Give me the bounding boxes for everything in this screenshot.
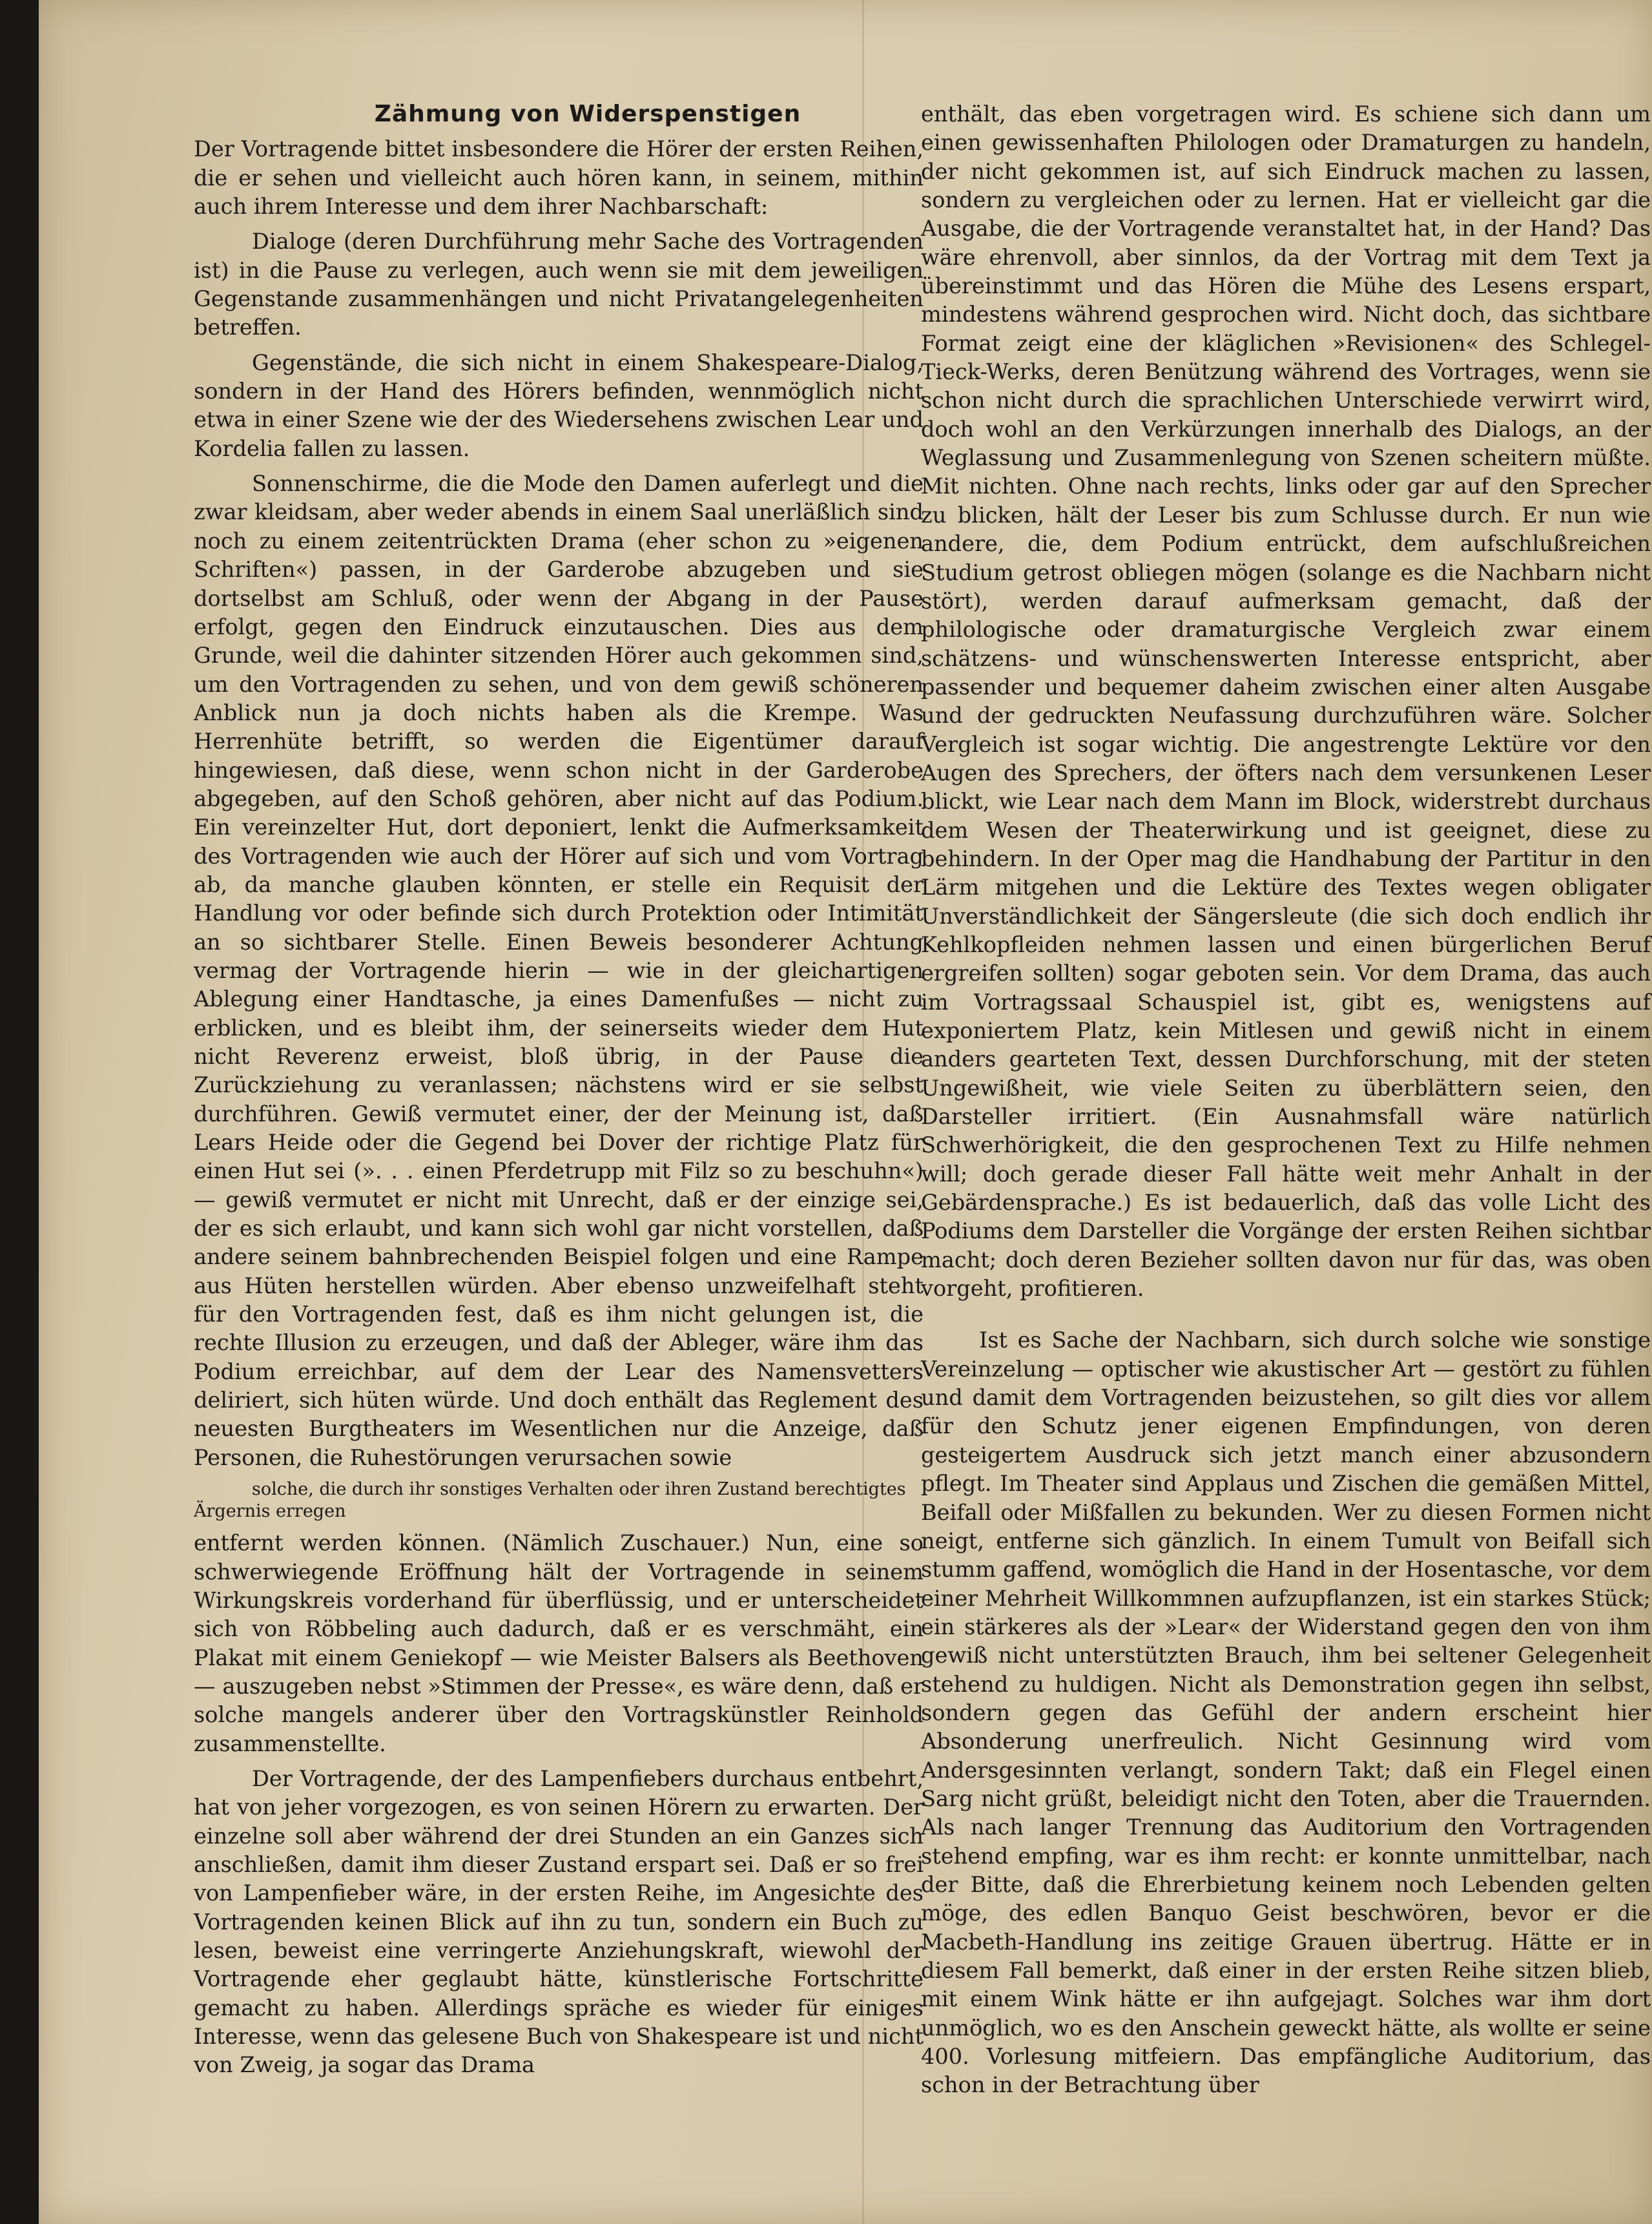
paragraph: Der Vortragende, der des Lampenfiebers durchaus entbehrt, hat von jeher vorgezogen, es von seinen Hörern zu erwarten. Der einzelne soll aber während der drei Stunden an ein Ganzes sich anschließen, damit ihm dieser Zustand erspart sei. Daß er so frei von Lampenfieber wäre, in der ersten Reihe, im Angesichte des Vortragenden keinen Blick auf ihn zu tun, sondern ein Buch zu lesen, beweist eine verringerte Anziehungskraft, wiewohl der Vortragende eher geglaubt hätte, künstlerische Fortschritte gemacht zu haben. Allerdings spräche es wieder für einiges Interesse, wenn das gelesene Buch von Shakespeare ist und nicht von Zweig, ja sogar das Drama — [194, 1765, 924, 2078]
paragraph: Sonnenschirme, die die Mode den Damen auferlegt und die zwar kleidsam, aber weder abends in einem Saal unerläßlich sind noch zu einem zeitentrückten Drama (eher schon zu »eigenen Schriften«) passen, in der Garderobe abzugeben und sie dortselbst am Schluß, oder wenn der Abgang in der Pause erfolgt, gegen den Eindruck einzutauschen. Dies aus dem Grunde, weil die dahinter sitzenden Hörer auch gekommen sind, um den Vortragenden zu sehen, und von dem gewiß schöneren Anblick nun ja doch nichts haben als die Krempe. Was Herrenhüte betrifft, so werden die Eigentümer darauf hingewiesen, daß diese, wenn schon nicht in der Garderobe abgegeben, auf den Schoß gehören, aber nicht auf das Podium. Ein vereinzelter Hut, dort deponiert, lenkt die Aufmerksamkeit des Vortragenden wie auch der Hörer auf sich und vom Vortrag ab, da manche glauben könnten, er stelle ein Requisit der Handlung vor oder befinde sich durch Protektion oder Intimität an so sichtbarer Stelle. Einen Beweis besonderer Achtung vermag der Vortragende hierin — wie in der gleichartigen Ablegung einer Handtasche, ja eines Damenfußes — nicht zu erblicken, und es bleibt ihm, der seinerseits wieder dem Hut nicht Reverenz erweist, bloß übrig, in der Pause die Zurückziehung zu veranlassen; nächstens wird er sie selbst durchführen. Gewiß vermutet einer, der der Meinung ist, daß Lears Heide oder die Gegend bei Dover der richtige Platz für einen Hut sei (». . . einen Pferdetrupp mit Filz so zu beschuhn«) — gewiß vermutet er nicht mit Unrecht, daß er der einzige sei, der es sich erlaubt, und kann sich wohl gar nicht vorstellen, daß andere seinem bahnbrechenden Beispiel folgen und eine Rampe aus Hüten herstellen würden. Aber ebenso unzweifelhaft steht für den Vortragenden fest, daß es ihm nicht gelungen ist, die rechte Illusion zu erzeugen, und daß der Ableger, wäre ihm das Podium erreichbar, auf dem der Lear des Namensvetters deliriert, sich hüten würde. Und doch enthält das Reglement des neuesten Burgtheaters im Wesentlichen nur die Anzeige, daß Personen, die Ruhestörungen verursachen sowie — [194, 471, 924, 1470]
left-column — [194, 100, 924, 2086]
paragraph: Ist es Sache der Nachbarn, sich durch solche wie sonstige Vereinzelung — optischer wie akustischer Art — gestört zu fühlen und damit dem Vortragenden beizustehen, so gilt dies vor allem für den Schutz jener eigenen Empfindungen, von deren gesteigertem Ausdruck sich jetzt manch einer abzusondern pflegt. Im Theater sind Applaus und Zischen die gemäßen Mittel, Beifall oder Mißfallen zu bekunden. Wer zu diesen Formen nicht neigt, entferne sich gänzlich. In einem Tumult von Beifall sich stumm gaffend, womöglich die Hand in der Hosentasche, vor dem einer Mehrheit Willkommnen aufzupflanzen, ist ein starkes Stück; ein stärkeres als der »Lear« der Widerstand gegen den von ihm gewiß nicht unterstützten Brauch, ihm bei seltener Gelegenheit stehend zu huldigen. Nicht als Demonstration gegen ihn selbst, sondern gegen das Gefühl der andern erscheint hier Absonderung unerfreulich. Nicht Gesinnung wird vom Andersgesinnten verlangt, sondern Takt; daß ein Flegel einen Sarg nicht grüßt, beleidigt nicht den Toten, aber die Trauernden. Als nach langer Trennung das Auditorium den Vortragenden stehend empfing, war es ihm recht: er konnte unmittelbar, nach der Bitte, daß die Ehrerbietung keinem noch Lebenden gelten möge, des edlen Banquo Geist beschwören, bevor er die Macbeth-Handlung ins zeitige Grauen übertrug. Hätte er in diesem Fall bemerkt, daß einer in der ersten Reihe sitzen blieb, mit einem Wink hätte er ihn aufgejagt. Solches war ihm dort unmöglich, wo es den Anschein geweckt hätte, als wollte er seine 400. Vorlesung mitfeiern. Das empfängliche Auditorium, das schon in der Betrachtung über — [921, 1327, 1651, 2098]
paragraph: Der Vortragende bittet insbesondere die Hörer der ersten Reihen, die er sehen und vielleicht auch hören kann, in seinem, mithin auch ihrem Interesse und dem ihrer Nachbarschaft: — [194, 136, 924, 220]
block-quote: solche, die durch ihr sonstiges Verhalten oder ihren Zustand berechtigtes Ärgernis erregen — [194, 1479, 906, 1522]
paragraph: entfernt werden können. (Nämlich Zuschauer.) Nun, eine so schwerwiegende Eröffnung hält der Vortragende in seinem Wirkungskreis vorderhand für überflüssig, und er unterscheidet sich von Röbbeling auch dadurch, daß er es verschmäht, ein Plakat mit einem Geniekopf — wie Meister Balsers als Beethoven — auszugeben nebst »Stimmen der Presse«, es wäre denn, daß er solche mangels anderer über den Vortragskünstler Reinhold zusammenstellte. — [194, 1530, 924, 1756]
right-column — [921, 100, 1651, 2106]
article-title: Zähmung von Widerspenstigen — [374, 101, 801, 127]
paper-sheet — [39, 0, 1652, 2224]
paragraph: Dialoge (deren Durchführung mehr Sache des Vortragenden ist) in die Pause zu verlegen, auch wenn sie mit dem jeweiligen Gegenstande zusammenhängen und nicht Privatangelegenheiten betreffen. — [194, 229, 924, 340]
paragraph: enthält, das eben vorgetragen wird. Es schiene sich dann um einen gewissenhaften Philologen oder Dramaturgen zu handeln, der nicht gekommen ist, auf sich Eindruck machen zu lassen, sondern zu vergleichen oder zu lernen. Hat er vielleicht gar die Ausgabe, die der Vortragende veranstaltet hat, in der Hand? Das wäre ehrenvoll, aber sinnlos, da der Vortrag mit dem Text ja übereinstimmt und das Hören die Mühe des Lesens erspart, mindestens während gesprochen wird. Nicht doch, das sichtbare Format zeigt eine der kläglichen »Revisionen« des Schlegel-Tieck-Werks, deren Benützung während des Vortrages, wenn sie schon nicht durch die sprachlichen Unterschiede verwirrt wird, doch wohl an den Verkürzungen innerhalb des Dialogs, an der Weglassung und Zusammenlegung von Szenen scheitern müßte. Mit nichten. Ohne nach rechts, links oder gar auf den Sprecher zu blicken, hält der Leser bis zum Schlusse durch. Er nun wie andere, die, dem Podium entrückt, dem aufschlußreichen Studium getrost obliegen mögen (solange es die Nachbarn nicht stört), werden darauf aufmerksam gemacht, daß der philologische oder dramaturgische Vergleich zwar einem schätzens- und wünschenswerten Interesse entspricht, aber passender und bequemer daheim zwischen einer alten Ausgabe und der gedruckten Neufassung durchzuführen wäre. Solcher Vergleich ist sogar wichtig. Die angestrengte Lektüre vor den Augen des Sprechers, der öfters nach dem versunkenen Leser blickt, wie Lear nach dem Mann im Block, widerstrebt durchaus dem Wesen der Theaterwirkung und ist geeignet, diese zu behindern. In der Oper mag die Handhabung der Partitur in den Lärm mitgehen und die Lektüre des Textes wegen obligater Unverständlichkeit der Sängersleute (die sich doch endlich ihr Kehlkopfleiden nehmen lassen und einen bürgerlichen Beruf ergreifen sollten) sogar geboten sein. Vor dem Drama, das auch im Vortragssaal Schauspiel ist, gibt es, wenigstens auf exponiertem Platz, kein Mitlesen und gewiß nicht in einem anders gearteten Text, dessen Durchforschung, mit der steten Ungewißheit, wie viele Seiten zu überblättern seien, den Darsteller irritiert. (Ein Ausnahmsfall wäre natürlich Schwerhörigkeit, die den gesprochenen Text zu Hilfe nehmen will; doch gerade dieser Fall hätte weit mehr Anhalt in der Gebärdensprache.) Es ist bedauerlich, daß das volle Licht des Podiums dem Darsteller die Vorgänge der ersten Reihen sichtbar macht; doch deren Bezieher sollten davon nur für das, was oben vorgeht, profitieren. — [921, 101, 1651, 1302]
paragraph: Gegenstände, die sich nicht in einem Shakespeare-Dialog, sondern in der Hand des Hörers befinden, wennmöglich nicht etwa in einer Szene wie der des Wiedersehens zwischen Lear und Kordelia fallen zu lassen. — [194, 349, 924, 461]
